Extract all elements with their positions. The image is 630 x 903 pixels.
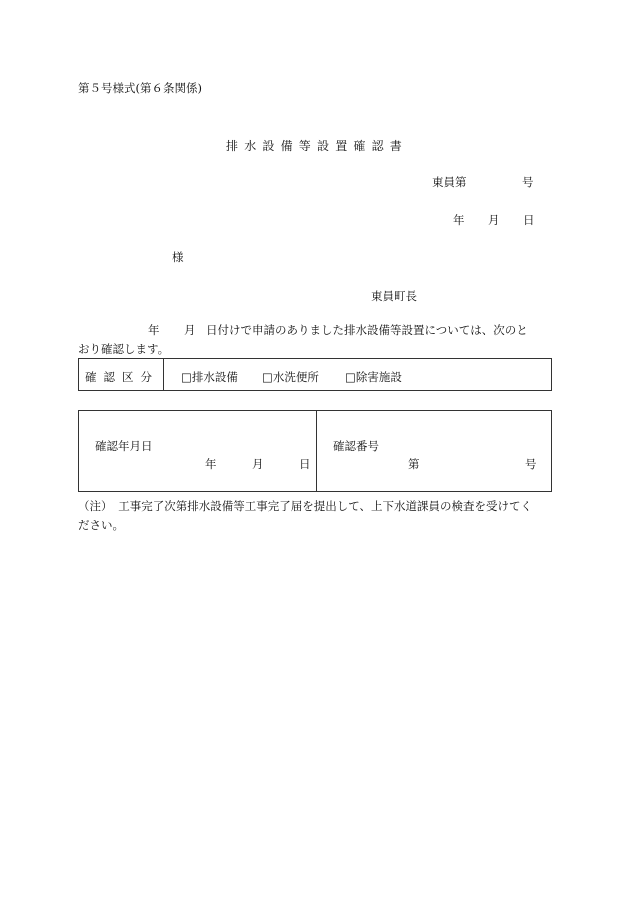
- confirmation-date-day: 日: [299, 457, 311, 471]
- issuer: 東員町長: [371, 289, 417, 303]
- issue-date-year: 年: [453, 213, 465, 227]
- confirmation-table: [78, 410, 552, 492]
- note-line2: ださい。: [78, 518, 124, 532]
- addressee: 様: [172, 250, 184, 264]
- document-title: 排水設備等設置確認書: [226, 139, 409, 153]
- category-option-flush-toilet[interactable]: □水洗便所: [262, 370, 319, 384]
- document-number: [432, 174, 534, 190]
- form-number: 第５号様式(第６条関係): [78, 81, 202, 95]
- body-rest: 日付けで申請のありました排水設備等設置については、次のと: [206, 323, 528, 337]
- category-table: [78, 358, 552, 391]
- issue-date-month: 月: [488, 213, 500, 227]
- confirmation-number-suffix: 号: [525, 457, 537, 471]
- confirmation-date-label: 確認年月日: [95, 439, 153, 453]
- document-number-prefix: 東員第: [432, 175, 467, 189]
- body-year: 年: [148, 323, 160, 337]
- confirmation-divider: [316, 411, 317, 491]
- confirmation-number-prefix: 第: [408, 457, 420, 471]
- category-option-treatment-facility[interactable]: □除害施設: [345, 370, 402, 384]
- confirmation-date-month: 月: [252, 457, 264, 471]
- category-label: 確認区分: [85, 370, 159, 384]
- body-month: 月: [184, 323, 196, 337]
- category-divider: [163, 359, 164, 390]
- document-number-suffix: 号: [522, 175, 534, 189]
- confirmation-number-label: 確認番号: [333, 439, 379, 453]
- category-option-drainage[interactable]: □排水設備: [181, 370, 238, 384]
- body-text-line2: おり確認します。: [78, 342, 170, 356]
- note-line1: （注） 工事完了次第排水設備等工事完了届を提出して、上下水道課員の検査を受けてく: [78, 499, 533, 513]
- issue-date-day: 日: [523, 213, 535, 227]
- confirmation-date-year: 年: [205, 457, 217, 471]
